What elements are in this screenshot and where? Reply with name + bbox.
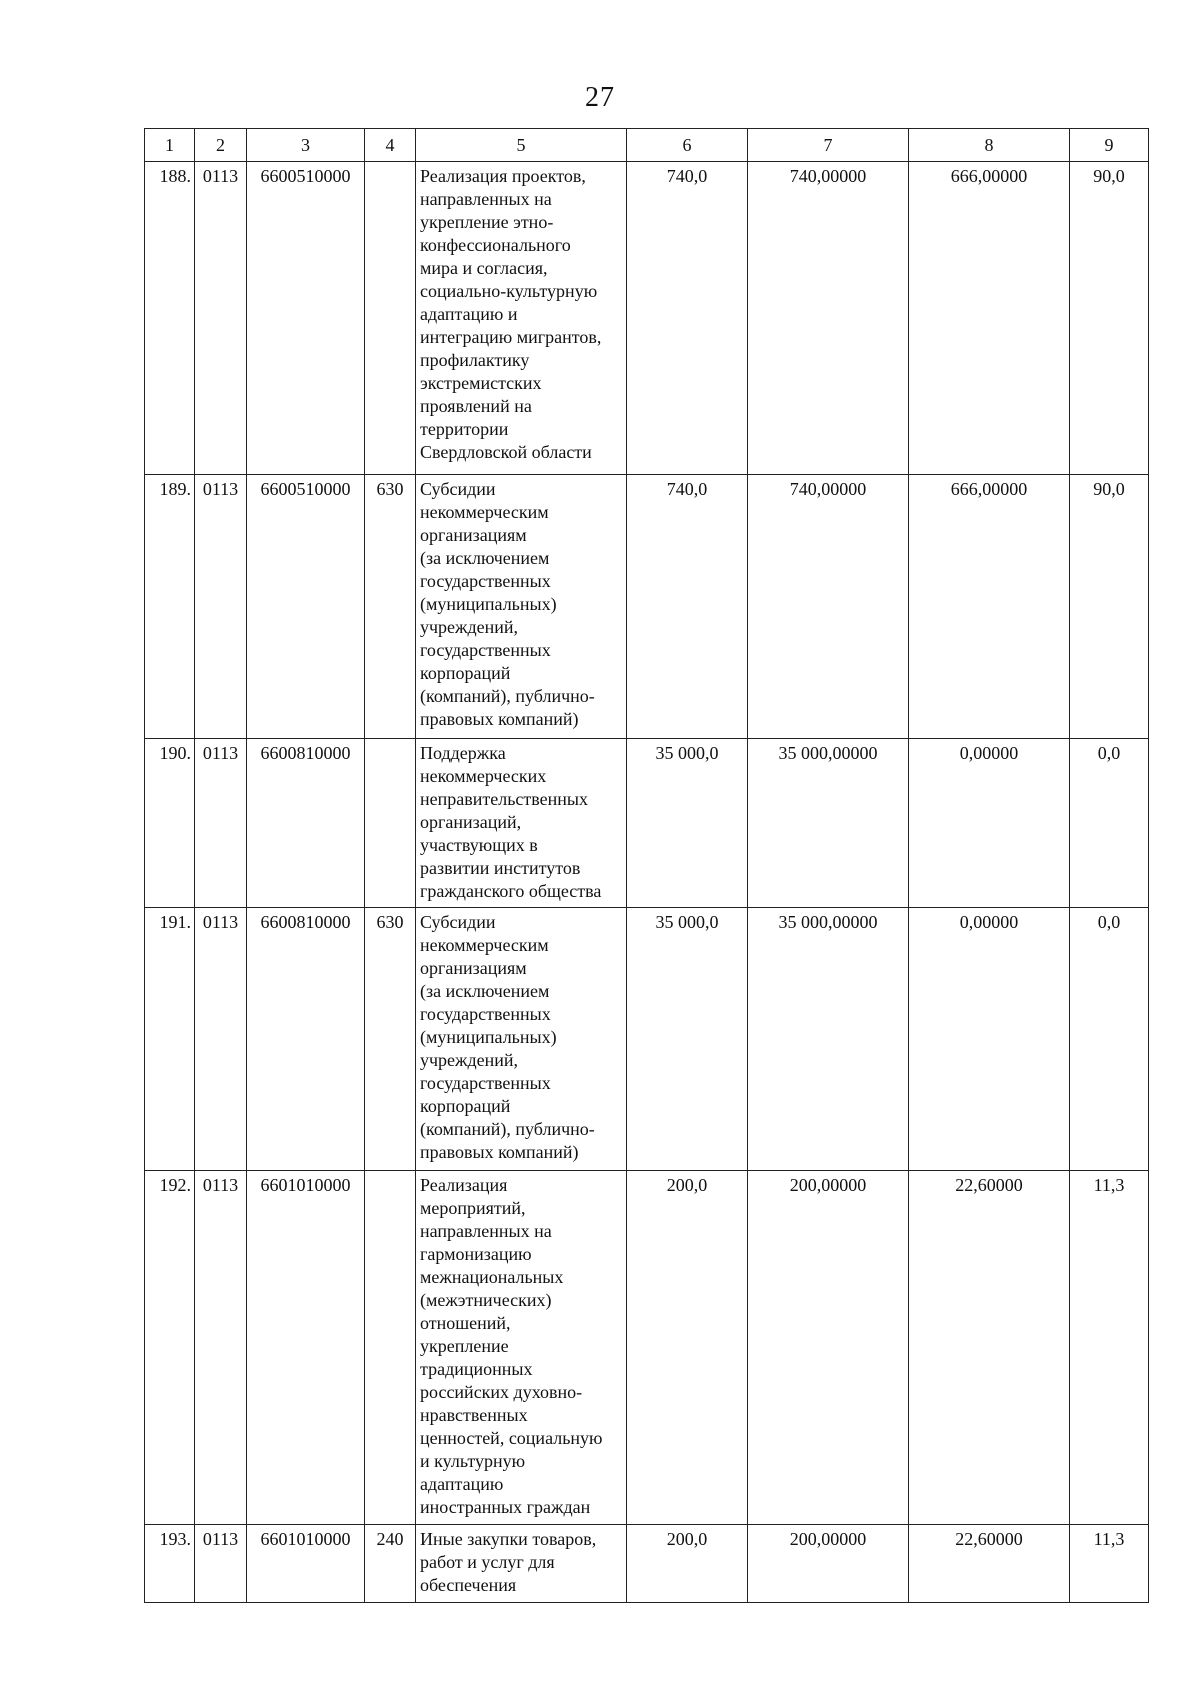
approved-amount: 35 000,00000 bbox=[748, 739, 909, 908]
budget-table bbox=[144, 128, 1149, 1603]
target-article-code: 6601010000 bbox=[247, 1525, 365, 1603]
planned-amount: 35 000,0 bbox=[627, 908, 748, 1171]
item-name: Поддержка некоммерческих неправительственных организаций, участвующих в развитии институтов гражданского общества bbox=[416, 739, 627, 908]
column-header: 1 bbox=[145, 129, 195, 162]
expense-type-code: 630 bbox=[365, 475, 416, 739]
column-header: 9 bbox=[1070, 129, 1149, 162]
expense-type-code: 630 bbox=[365, 908, 416, 1171]
table-row bbox=[145, 739, 1149, 908]
approved-amount: 740,00000 bbox=[748, 475, 909, 739]
table-header bbox=[145, 129, 1149, 162]
planned-amount: 740,0 bbox=[627, 475, 748, 739]
execution-percent: 90,0 bbox=[1070, 475, 1149, 739]
section-code: 0113 bbox=[195, 162, 247, 475]
execution-percent: 90,0 bbox=[1070, 162, 1149, 475]
section-code: 0113 bbox=[195, 739, 247, 908]
executed-amount: 22,60000 bbox=[909, 1171, 1070, 1525]
expense-type-code: 240 bbox=[365, 1525, 416, 1603]
planned-amount: 740,0 bbox=[627, 162, 748, 475]
row-number: 189. bbox=[145, 475, 195, 739]
expense-type-code bbox=[365, 162, 416, 475]
executed-amount: 666,00000 bbox=[909, 162, 1070, 475]
page-number: 27 bbox=[585, 82, 615, 113]
planned-amount: 200,0 bbox=[627, 1525, 748, 1603]
target-article-code: 6600810000 bbox=[247, 908, 365, 1171]
item-name: Иные закупки товаров, работ и услуг для обеспечения bbox=[416, 1525, 627, 1603]
row-number: 191. bbox=[145, 908, 195, 1171]
target-article-code: 6600810000 bbox=[247, 739, 365, 908]
column-header: 5 bbox=[416, 129, 627, 162]
row-number: 188. bbox=[145, 162, 195, 475]
column-header: 3 bbox=[247, 129, 365, 162]
table-row bbox=[145, 1171, 1149, 1525]
execution-percent: 0,0 bbox=[1070, 739, 1149, 908]
table-row bbox=[145, 908, 1149, 1171]
table-body bbox=[145, 162, 1149, 1603]
row-number: 192. bbox=[145, 1171, 195, 1525]
execution-percent: 0,0 bbox=[1070, 908, 1149, 1171]
approved-amount: 200,00000 bbox=[748, 1171, 909, 1525]
approved-amount: 35 000,00000 bbox=[748, 908, 909, 1171]
target-article-code: 6600510000 bbox=[247, 475, 365, 739]
approved-amount: 740,00000 bbox=[748, 162, 909, 475]
item-name: Реализация проектов, направленных на укрепление этно- конфессионального мира и согласия, социально-культурную адаптацию и интеграцию мигрантов, профилактику экстремистских проявлений на территории Свердловской области bbox=[416, 162, 627, 475]
column-header: 2 bbox=[195, 129, 247, 162]
item-name: Субсидии некоммерческим организациям (за исключением государственных (муниципальных) учреждений, государственных корпораций (компаний), публично- правовых компаний) bbox=[416, 908, 627, 1171]
section-code: 0113 bbox=[195, 908, 247, 1171]
target-article-code: 6601010000 bbox=[247, 1171, 365, 1525]
section-code: 0113 bbox=[195, 1525, 247, 1603]
row-number: 193. bbox=[145, 1525, 195, 1603]
planned-amount: 35 000,0 bbox=[627, 739, 748, 908]
executed-amount: 0,00000 bbox=[909, 739, 1070, 908]
row-number: 190. bbox=[145, 739, 195, 908]
section-code: 0113 bbox=[195, 1171, 247, 1525]
section-code: 0113 bbox=[195, 475, 247, 739]
execution-percent: 11,3 bbox=[1070, 1171, 1149, 1525]
approved-amount: 200,00000 bbox=[748, 1525, 909, 1603]
planned-amount: 200,0 bbox=[627, 1171, 748, 1525]
executed-amount: 22,60000 bbox=[909, 1525, 1070, 1603]
column-header: 6 bbox=[627, 129, 748, 162]
column-header: 7 bbox=[748, 129, 909, 162]
target-article-code: 6600510000 bbox=[247, 162, 365, 475]
item-name: Субсидии некоммерческим организациям (за исключением государственных (муниципальных) учреждений, государственных корпораций (компаний), публично- правовых компаний) bbox=[416, 475, 627, 739]
header-row bbox=[145, 129, 1149, 162]
item-name: Реализация мероприятий, направленных на гармонизацию межнациональных (межэтнических) отношений, укрепление традиционных российских духовно- нравственных ценностей, социальную и культурную адаптацию иностранных граждан bbox=[416, 1171, 627, 1525]
table-row bbox=[145, 1525, 1149, 1603]
executed-amount: 0,00000 bbox=[909, 908, 1070, 1171]
table-row bbox=[145, 475, 1149, 739]
table-row bbox=[145, 162, 1149, 475]
column-header: 8 bbox=[909, 129, 1070, 162]
execution-percent: 11,3 bbox=[1070, 1525, 1149, 1603]
column-header: 4 bbox=[365, 129, 416, 162]
expense-type-code bbox=[365, 1171, 416, 1525]
executed-amount: 666,00000 bbox=[909, 475, 1070, 739]
expense-type-code bbox=[365, 739, 416, 908]
